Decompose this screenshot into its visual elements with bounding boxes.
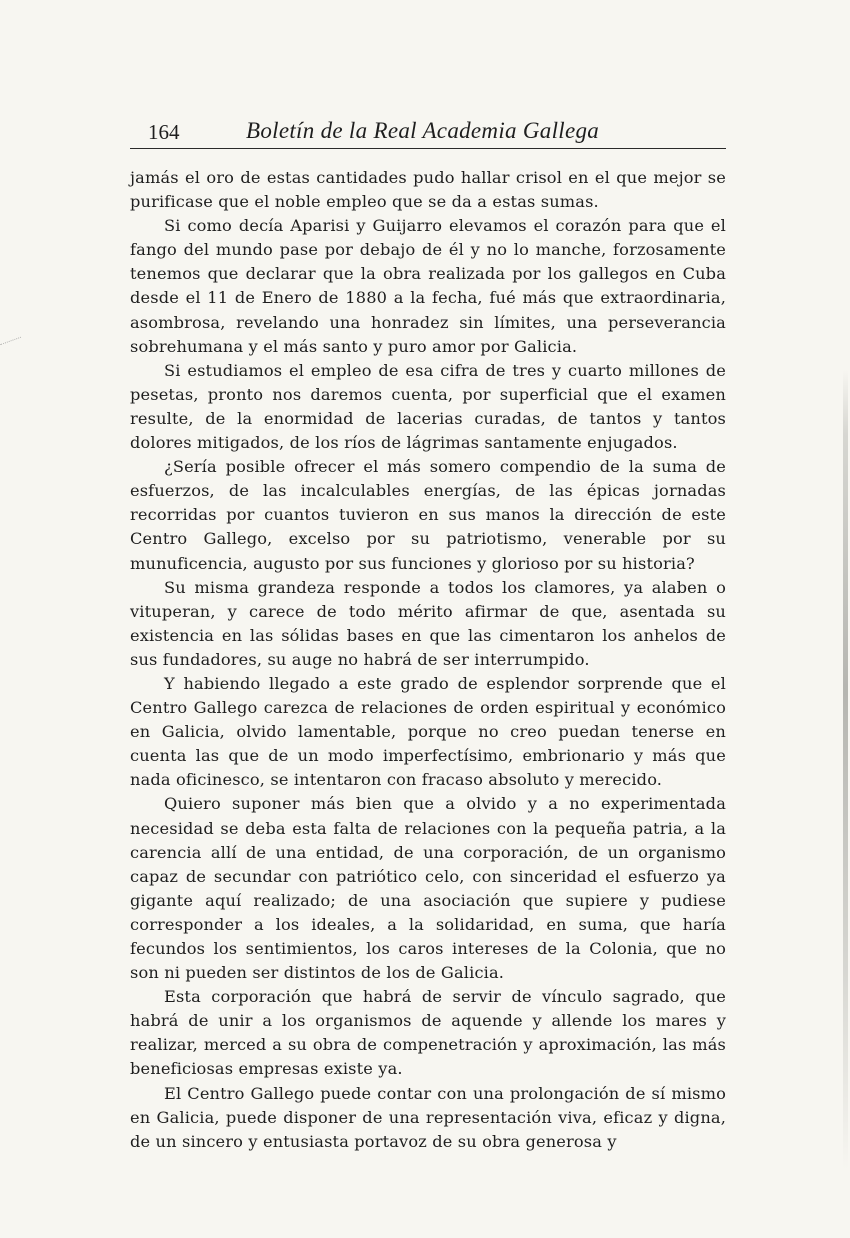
paragraph: El Centro Gallego puede contar con una prolongación de sí mismo en Galicia, puede disponer de una representación viva, eficaz y digna, de un sincero y entusiasta portavoz de su obra generosa y — [130, 1083, 726, 1151]
paragraph: Y habiendo llegado a este grado de esplendor sorprende que el Centro Gallego carezca de relaciones de orden espiritual y económico en Galicia, olvido lamentable, porque no creo puedan tenerse en cuenta las que de un modo imperfectísimo, embrionario y más que nada oficinesco, se intentaron con fracaso absoluto y merecido. — [130, 673, 726, 790]
body-text — [130, 166, 726, 1154]
paragraph: Si como decía Aparisi y Guijarro elevamos el corazón para que el fango del mundo pase por debajo de él y no lo manche, forzosamente tenemos que declarar que la obra realizada por los gallegos en Cuba desde el 11 de Enero de 1880 a la fecha, fué más que extraordinaria, asombrosa, revelando una honradez sin límites, una perseverancia sobrehumana y el más santo y puro amor por Galicia. — [130, 216, 726, 356]
paragraph: ¿Sería posible ofrecer el más somero compendio de la suma de esfuerzos, de las incalculables energías, de las épicas jornadas recorridas por cuantos tuvieron en sus manos la dirección de este Centro Gallego, excelso por su patriotismo, venerable por su munuficencia, augusto por sus funciones y glorioso por su historia? — [130, 457, 726, 573]
scan-edge-shadow — [843, 370, 848, 1170]
running-title: Boletín de la Real Academia Gallega — [246, 118, 600, 143]
paragraph: Esta corporación que habrá de servir de vínculo sagrado, que habrá de unir a los organismos de aquende y allende los mares y realizar, merced a su obra de compenetración y aproximación, las más beneficiosas empresas existe ya. — [130, 987, 726, 1079]
paragraph: Quiero suponer más bien que a olvido y a no experimentada necesidad se deba esta falta de relaciones con la pequeña patria, a la carencia allí de una entidad, de una corporación, de un organismo capaz de secundar con patriótico celo, con sinceridad el esfuerzo ya gigante aquí realizado; de una asociación que supiere y pudiese corresponder a los ideales, a la solidaridad, en suma, que haría fecundos los sentimientos, los caros intereses de la Colonia, que no son ni pueden ser distintos de los de Galicia. — [130, 794, 726, 983]
paragraph: Su misma grandeza responde a todos los clamores, ya alaben o vituperan, y carece de todo mérito afirmar de que, asentada su existencia en las sólidas bases en que las cimentaron los anhelos de sus fundadores, su auge no habrá de ser interrumpido. — [130, 577, 726, 669]
paragraph: jamás el oro de estas cantidades pudo hallar crisol en el que mejor se purificase que el noble empleo que se da a estas sumas. — [130, 168, 726, 212]
page-number: 164 — [148, 120, 180, 144]
scan-speck — [0, 337, 26, 359]
page-header — [130, 118, 726, 149]
paragraph: Si estudiamos el empleo de esa cifra de tres y cuarto millones de pesetas, pronto nos daremos cuenta, por superficial que el examen resulte, de la enormidad de lacerias curadas, de tantos y tantos dolores mitigados, de los ríos de lágrimas santamente enjugados. — [130, 360, 726, 453]
